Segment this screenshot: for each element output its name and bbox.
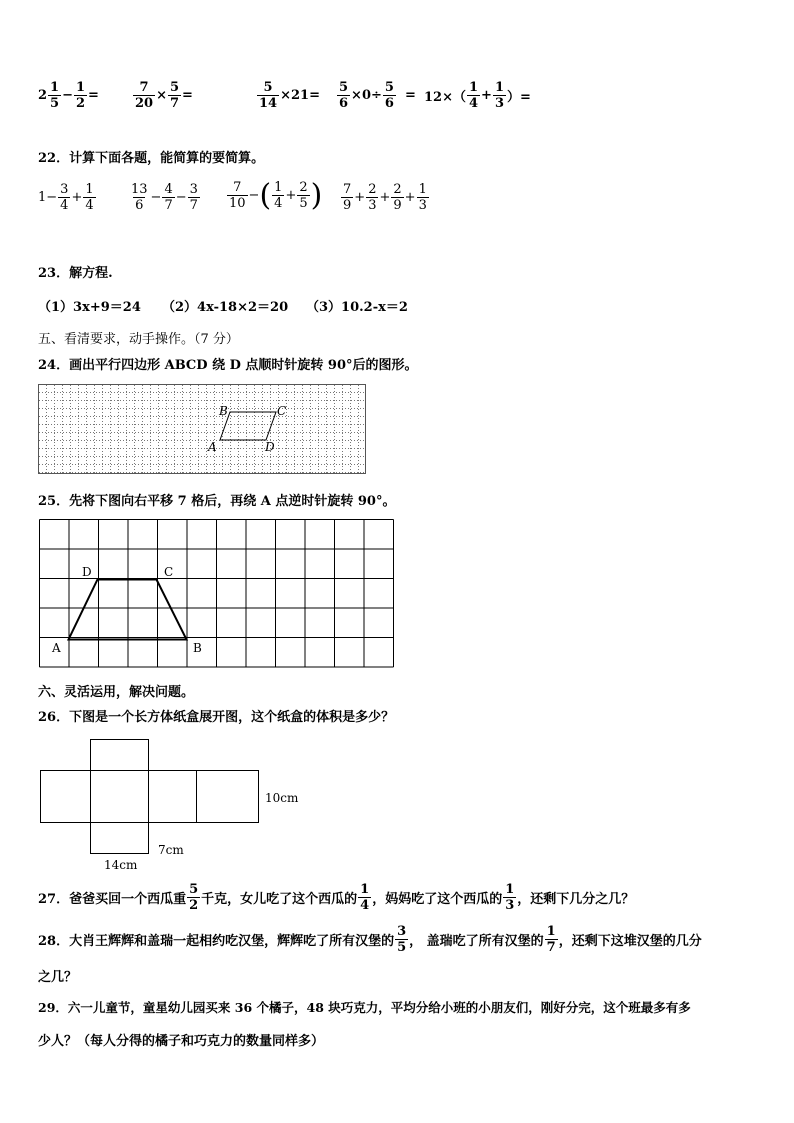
question-23-title: 23．解方程. <box>38 266 113 281</box>
equation-1: （1）3x+9＝24 <box>38 300 141 315</box>
equation-3: （3）10.2-x＝2 <box>306 300 408 315</box>
fraction: $\frac{7}{10}$ <box>229 180 246 211</box>
operator: − <box>248 188 260 203</box>
dotted-gridlines <box>39 385 365 473</box>
fraction: $\frac{1}{5}$ <box>50 80 60 111</box>
question-27 <box>38 882 634 913</box>
label-a: A <box>208 440 217 454</box>
expression-suffix: ）= <box>506 90 531 105</box>
operator: + <box>354 190 366 205</box>
question-29-line-2: 少人？（每人分得的橘子和巧克力的数量同样多） <box>38 1034 325 1049</box>
operator: − <box>150 190 162 205</box>
q27-text: ，妈妈吃了这个西瓜的 <box>372 892 503 907</box>
calc-expr-5 <box>424 80 531 111</box>
dim-label-14cm: 14cm <box>104 858 138 872</box>
fraction: $\frac{5}{2}$ <box>189 882 199 913</box>
label-c: C <box>164 565 174 579</box>
equation-2: （2）4x-18×2＝20 <box>162 300 289 315</box>
q22-expr-a <box>38 182 97 213</box>
dim-label-7cm: 7cm <box>158 843 184 857</box>
fraction: $\frac{1}{4}$ <box>360 882 370 913</box>
grid-border <box>39 385 366 474</box>
fraction: $\frac{1}{4}$ <box>468 80 479 111</box>
expression-prefix: 12×（ <box>424 90 466 105</box>
fraction: $\frac{1}{4}$ <box>274 180 283 211</box>
q27-text: 27．爸爸买回一个西瓜重 <box>38 892 187 907</box>
whole-number: 2 <box>38 88 48 103</box>
equals-sign: = <box>88 88 99 103</box>
question-22-title: 22．计算下面各题，能简算的要简算。 <box>38 151 265 166</box>
fraction: $\frac{5}{14}$ <box>259 80 278 111</box>
section-6-heading: 六、灵活运用，解决问题。 <box>38 685 195 700</box>
label-a: A <box>52 641 61 655</box>
operator: + <box>404 190 416 205</box>
fraction: $\frac{1}{4}$ <box>85 182 94 213</box>
dim-label-10cm: 10cm <box>265 791 299 805</box>
operator: + <box>71 190 83 205</box>
question-26-title: 26．下图是一个长方体纸盒展开图，这个纸盒的体积是多少？ <box>38 710 395 725</box>
fraction: $\frac{7}{20}$ <box>135 80 154 111</box>
fraction: $\frac{5}{6}$ <box>384 80 394 111</box>
label-c: C <box>277 404 287 418</box>
right-paren: ) <box>310 177 323 213</box>
fraction: $\frac{4}{7}$ <box>164 182 173 213</box>
dotted-grid-figure <box>38 384 366 474</box>
q27-text: ，还剩下几分之几？ <box>517 892 635 907</box>
fraction: $\frac{7}{9}$ <box>343 182 352 213</box>
net-faces <box>41 740 259 854</box>
left-paren: ( <box>259 177 272 213</box>
operator: + <box>481 88 492 103</box>
fraction: $\frac{2}{9}$ <box>393 182 402 213</box>
fraction: $\frac{13}{6}$ <box>131 182 148 213</box>
label-d: D <box>265 440 275 454</box>
square-grid-figure <box>38 518 394 670</box>
fraction: $\frac{1}{3}$ <box>494 80 504 111</box>
fraction: $\frac{2}{3}$ <box>368 182 377 213</box>
fraction: $\frac{3}{4}$ <box>60 182 69 213</box>
label-d: D <box>82 565 92 579</box>
equals-sign: = <box>182 88 193 103</box>
operator: + <box>285 188 297 203</box>
fraction: $\frac{3}{7}$ <box>189 182 198 213</box>
equals-sign: = <box>404 88 416 103</box>
q27-text: 千克，女儿吃了这个西瓜的 <box>201 892 358 907</box>
fraction: $\frac{5}{7}$ <box>170 80 180 111</box>
fraction: $\frac{1}{3}$ <box>418 182 427 213</box>
q28-text: ， 盖瑞吃了所有汉堡的 <box>409 934 544 949</box>
label-b: B <box>193 641 202 655</box>
operator: − <box>62 88 73 103</box>
q28-text: 28．大肖王辉辉和盖瑞一起相约吃汉堡，辉辉吃了所有汉堡的 <box>38 934 395 949</box>
calc-expr-4 <box>336 80 416 111</box>
fraction: $\frac{1}{7}$ <box>546 924 556 955</box>
q22-expr-d <box>340 182 430 213</box>
q22-expr-b <box>128 182 201 213</box>
fraction: $\frac{2}{5}$ <box>299 180 308 211</box>
label-b: B <box>219 404 228 418</box>
question-25-title: 25．先将下图向右平移 7 格后，再绕 A 点逆时针旋转 90°。 <box>38 494 396 509</box>
question-28-line-2: 之几？ <box>38 970 78 985</box>
q22-expr-c <box>226 177 323 213</box>
section-5-heading: 五、看清要求，动手操作。（7 分） <box>38 332 239 347</box>
operator: ×0÷ <box>351 88 382 103</box>
q28-text: ，还剩下这堆汉堡的几分 <box>558 934 702 949</box>
question-29-line-1: 29．六一儿童节，童星幼儿园买来 36 个橘子，48 块巧克力，平均分给小班的小朋友们，刚好分完，这个班最多有多 <box>38 1000 691 1015</box>
fraction: $\frac{5}{6}$ <box>339 80 349 111</box>
box-net-figure <box>38 738 338 874</box>
operator: × <box>156 88 167 103</box>
operator: + <box>379 190 391 205</box>
fraction: $\frac{3}{5}$ <box>397 924 407 955</box>
expression-rest: ×21= <box>280 88 320 103</box>
calc-row-21 <box>38 80 99 111</box>
fraction: $\frac{1}{2}$ <box>76 80 86 111</box>
square-gridlines <box>40 520 394 668</box>
operator: − <box>175 190 187 205</box>
calc-expr-2 <box>132 80 193 111</box>
question-24-title: 24．画出平行四边形 ABCD 绕 D 点顺时针旋转 90°后的图形。 <box>38 358 418 373</box>
fraction: $\frac{1}{3}$ <box>505 882 515 913</box>
question-28 <box>38 924 702 955</box>
calc-expr-3 <box>256 80 320 111</box>
expression-prefix: 1− <box>38 190 58 205</box>
